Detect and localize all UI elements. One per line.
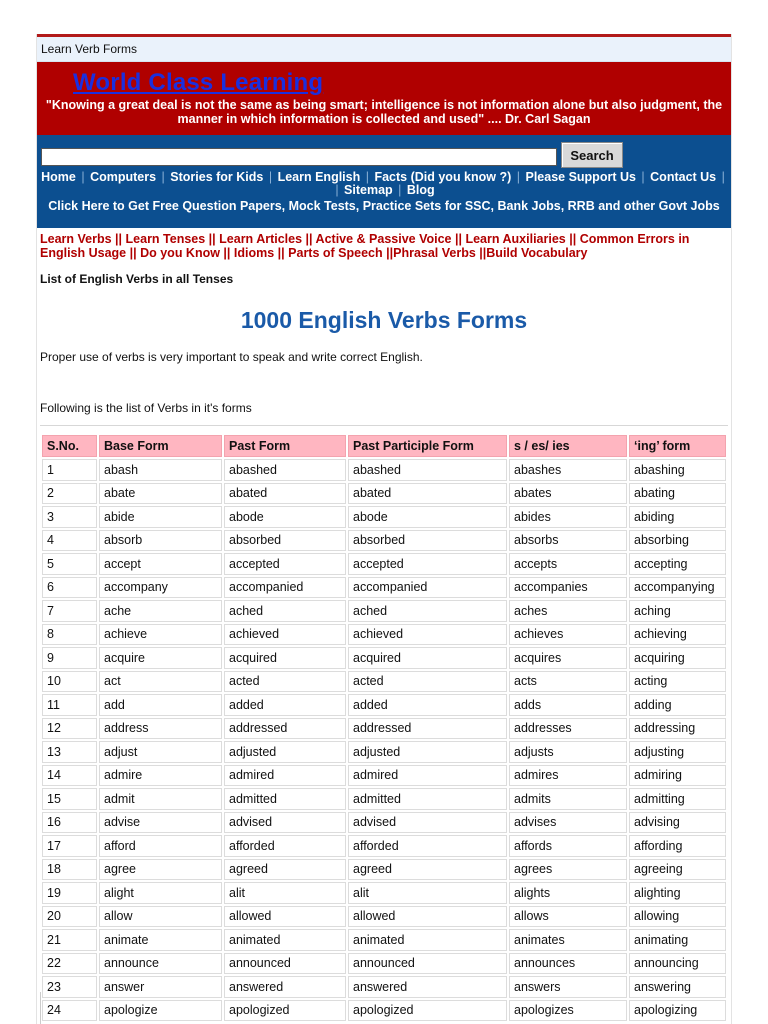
table-cell: accepted [224,553,346,575]
table-cell: apologizes [509,1000,627,1022]
topic-separator: || [205,232,220,246]
table-cell: agreed [348,859,507,881]
table-cell: answered [224,976,346,998]
nav-link-please-support-us[interactable]: Please Support Us [525,170,636,184]
banner-quote: "Knowing a great deal is not the same as being smart; intelligence is not information alone but also judgment, the manner in which information is collected and used" .... Dr. Carl Sagan [45,98,723,126]
table-cell: admits [509,788,627,810]
table-row [42,765,726,787]
nav-separator: | [641,170,645,184]
table-cell: animated [348,929,507,951]
table-cell: 19 [42,882,97,904]
table-cell: 17 [42,835,97,857]
table-cell: 15 [42,788,97,810]
topic-separator: || [382,246,394,260]
topic-separator: || [274,246,289,260]
topic-link-active-passive-voice[interactable]: Active & Passive Voice [315,232,452,246]
table-row [42,506,726,528]
topic-separator: || [111,232,126,246]
table-cell: announcing [629,953,726,975]
table-cell: addressing [629,718,726,740]
table-cell: achieves [509,624,627,646]
table-cell: announce [99,953,222,975]
table-cell: act [99,671,222,693]
table-cell: accept [99,553,222,575]
nav-link-facts-did-you-know[interactable]: Facts (Did you know ?) [374,170,512,184]
table-cell: achieve [99,624,222,646]
table-cell: addressed [348,718,507,740]
table-cell: added [348,694,507,716]
table-cell: apologized [348,1000,507,1022]
table-cell: accompanied [224,577,346,599]
table-cell: affords [509,835,627,857]
table-cell: answer [99,976,222,998]
table-cell: acquire [99,647,222,669]
nav-link-home[interactable]: Home [41,170,76,184]
table-cell: acquiring [629,647,726,669]
table-cell: added [224,694,346,716]
nav-separator: | [268,170,273,184]
table-cell: 18 [42,859,97,881]
table-cell: 23 [42,976,97,998]
table-row [42,859,726,881]
table-cell: admiring [629,765,726,787]
table-cell: 5 [42,553,97,575]
table-cell: abode [348,506,507,528]
table-row [42,530,726,552]
table-cell: abash [99,459,222,481]
table-cell: addresses [509,718,627,740]
nav-link-blog[interactable]: Blog [406,183,435,197]
table-cell: allowed [224,906,346,928]
table-cell: agreeing [629,859,726,881]
table-cell: adding [629,694,726,716]
table-cell: animated [224,929,346,951]
nav-separator: | [161,170,165,184]
table-cell: 14 [42,765,97,787]
table-cell: address [99,718,222,740]
table-cell: abashes [509,459,627,481]
table-row [42,483,726,505]
table-cell: acquires [509,647,627,669]
table-cell: allows [509,906,627,928]
table-cell: animates [509,929,627,951]
table-cell: abashed [348,459,507,481]
table-cell: answering [629,976,726,998]
table-cell: admired [224,765,346,787]
table-cell: absorbs [509,530,627,552]
table-row [42,976,726,998]
table-cell: advise [99,812,222,834]
table-row [42,647,726,669]
topic-link-build-vocabulary[interactable]: Build Vocabulary [486,246,588,260]
table-cell: addressed [224,718,346,740]
table-cell: 11 [42,694,97,716]
table-cell: accepts [509,553,627,575]
promo-link[interactable]: Click Here to Get Free Question Papers, Mock Tests, Practice Sets for SSC, Bank Jobs, RRB and other Govt Jobs [48,199,720,213]
table-cell: announced [224,953,346,975]
table-cell: aching [629,600,726,622]
table-cell: agreed [224,859,346,881]
table-row [42,788,726,810]
table-cell: accompanies [509,577,627,599]
table-cell: 21 [42,929,97,951]
table-cell: answered [348,976,507,998]
table-cell: abiding [629,506,726,528]
table-cell: afforded [224,835,346,857]
table-cell: alighting [629,882,726,904]
table-cell: absorbed [348,530,507,552]
topic-separator: || [475,246,487,260]
table-cell: adjusted [348,741,507,763]
table-cell: admit [99,788,222,810]
table-cell: 4 [42,530,97,552]
topic-link-parts-of-speech[interactable]: Parts of Speech [288,246,383,260]
table-cell: acting [629,671,726,693]
table-cell: absorbing [629,530,726,552]
list-intro-text: Following is the list of Verbs in it's forms [40,401,252,415]
table-cell: 6 [42,577,97,599]
table-cell: admitted [224,788,346,810]
table-cell: alights [509,882,627,904]
table-cell: afforded [348,835,507,857]
table-cell: advised [224,812,346,834]
table-cell: advised [348,812,507,834]
table-row [42,553,726,575]
verb-forms-table [40,433,728,1023]
column-header: Past Form [224,435,346,457]
table-cell: allowing [629,906,726,928]
table-cell: 12 [42,718,97,740]
table-cell: acted [224,671,346,693]
nav-bar [37,135,731,228]
search-button[interactable]: Search [561,142,623,168]
table-cell: apologized [224,1000,346,1022]
table-cell: admitting [629,788,726,810]
table-row [42,694,726,716]
divider [40,425,728,426]
section-subhead: List of English Verbs in all Tenses [40,272,234,286]
intro-text: Proper use of verbs is very important to speak and write correct English. [40,350,423,364]
table-cell: abating [629,483,726,505]
table-cell: acquired [348,647,507,669]
promo-link-row [37,199,731,213]
table-row [42,812,726,834]
table-cell: ached [224,600,346,622]
table-cell: 8 [42,624,97,646]
table-cell: abates [509,483,627,505]
site-banner [37,62,731,135]
topic-link-do-you-know[interactable]: Do you Know [140,246,220,260]
table-cell: 16 [42,812,97,834]
column-header: ‘ing’ form [629,435,726,457]
table-row [42,882,726,904]
search-input[interactable] [41,148,557,166]
table-cell: announced [348,953,507,975]
table-cell: adds [509,694,627,716]
table-cell: add [99,694,222,716]
nav-separator: | [721,170,725,184]
table-cell: alit [224,882,346,904]
table-row [42,577,726,599]
table-cell: 20 [42,906,97,928]
table-cell: abate [99,483,222,505]
table-cell: adjust [99,741,222,763]
table-cell: accepted [348,553,507,575]
nav-separator: | [365,170,369,184]
table-row [42,1000,726,1022]
table-cell: apologize [99,1000,222,1022]
column-header: S.No. [42,435,97,457]
table-cell: admired [348,765,507,787]
table-cell: allow [99,906,222,928]
table-cell: admitted [348,788,507,810]
table-cell: absorbed [224,530,346,552]
table-cell: agree [99,859,222,881]
column-header: Past Participle Form [348,435,507,457]
table-cell: acted [348,671,507,693]
table-cell: 13 [42,741,97,763]
table-cell: abode [224,506,346,528]
table-cell: afford [99,835,222,857]
page [36,34,732,1024]
page-heading: 1000 English Verbs Forms [240,307,528,333]
nav-link-contact-us[interactable]: Contact Us [650,170,717,184]
table-row [42,600,726,622]
nav-link-sitemap[interactable]: Sitemap [344,183,393,197]
main-nav [37,171,731,197]
table-cell: advises [509,812,627,834]
table-cell: admire [99,765,222,787]
table-cell: abated [348,483,507,505]
table-cell: abides [509,506,627,528]
table-cell: adjusting [629,741,726,763]
nav-link-stories-for-kids[interactable]: Stories for Kids [170,170,264,184]
table-cell: aches [509,600,627,622]
table-row [42,459,726,481]
table-cell: acts [509,671,627,693]
table-cell: animate [99,929,222,951]
table-cell: answers [509,976,627,998]
topic-links [37,228,731,260]
table-cell: advising [629,812,726,834]
topic-link-idioms[interactable]: Idioms [233,246,275,260]
site-title-link[interactable]: World Class Learning [73,69,324,96]
nav-separator: | [516,170,520,184]
table-cell: agrees [509,859,627,881]
table-row [42,906,726,928]
table-cell: 1 [42,459,97,481]
document-title: Learn Verb Forms [37,37,731,62]
table-cell: admires [509,765,627,787]
column-header: s / es/ ies [509,435,627,457]
table-cell: ached [348,600,507,622]
topic-separator: || [126,246,141,260]
topic-link-phrasal-verbs[interactable]: Phrasal Verbs [393,246,476,260]
table-cell: acquired [224,647,346,669]
table-cell: accompany [99,577,222,599]
topic-separator: || [302,232,316,246]
table-cell: achieved [224,624,346,646]
table-cell: accepting [629,553,726,575]
table-row [42,624,726,646]
topic-link-learn-tenses[interactable]: Learn Tenses [125,232,206,246]
table-body [42,459,726,1021]
table-cell: 2 [42,483,97,505]
table-cell: abashing [629,459,726,481]
table-cell: announces [509,953,627,975]
nav-separator: | [398,183,402,197]
table-row [42,741,726,763]
table-row [42,835,726,857]
topic-link-learn-verbs[interactable]: Learn Verbs [40,232,112,246]
table-cell: alit [348,882,507,904]
table-cell: accompanying [629,577,726,599]
topic-link-learn-articles[interactable]: Learn Articles [219,232,303,246]
table-cell: alight [99,882,222,904]
table-row [42,953,726,975]
nav-separator: | [81,170,85,184]
table-cell: adjusted [224,741,346,763]
table-cell: accompanied [348,577,507,599]
nav-separator: | [335,183,339,197]
table-header-row [42,435,726,457]
table-cell: ache [99,600,222,622]
table-cell: abated [224,483,346,505]
table-cell: abide [99,506,222,528]
table-cell: 9 [42,647,97,669]
table-cell: 24 [42,1000,97,1022]
table-cell: absorb [99,530,222,552]
page-edge [40,992,41,1024]
table-cell: 7 [42,600,97,622]
table-cell: achieved [348,624,507,646]
table-row [42,671,726,693]
topic-separator: || [219,246,234,260]
table-cell: apologizing [629,1000,726,1022]
topic-link-common-errors-in-english-usage[interactable]: Common Errors in English Usage [40,232,690,260]
nav-link-learn-english[interactable]: Learn English [277,170,361,184]
table-cell: adjusts [509,741,627,763]
topic-separator: || [451,232,466,246]
table-cell: achieving [629,624,726,646]
topic-separator: || [565,232,580,246]
table-cell: affording [629,835,726,857]
table-row [42,929,726,951]
table-cell: animating [629,929,726,951]
topic-link-learn-auxiliaries[interactable]: Learn Auxiliaries [465,232,566,246]
table-cell: abashed [224,459,346,481]
table-cell: 10 [42,671,97,693]
column-header: Base Form [99,435,222,457]
table-cell: 3 [42,506,97,528]
table-cell: 22 [42,953,97,975]
nav-link-computers[interactable]: Computers [90,170,157,184]
table-cell: allowed [348,906,507,928]
table-row [42,718,726,740]
